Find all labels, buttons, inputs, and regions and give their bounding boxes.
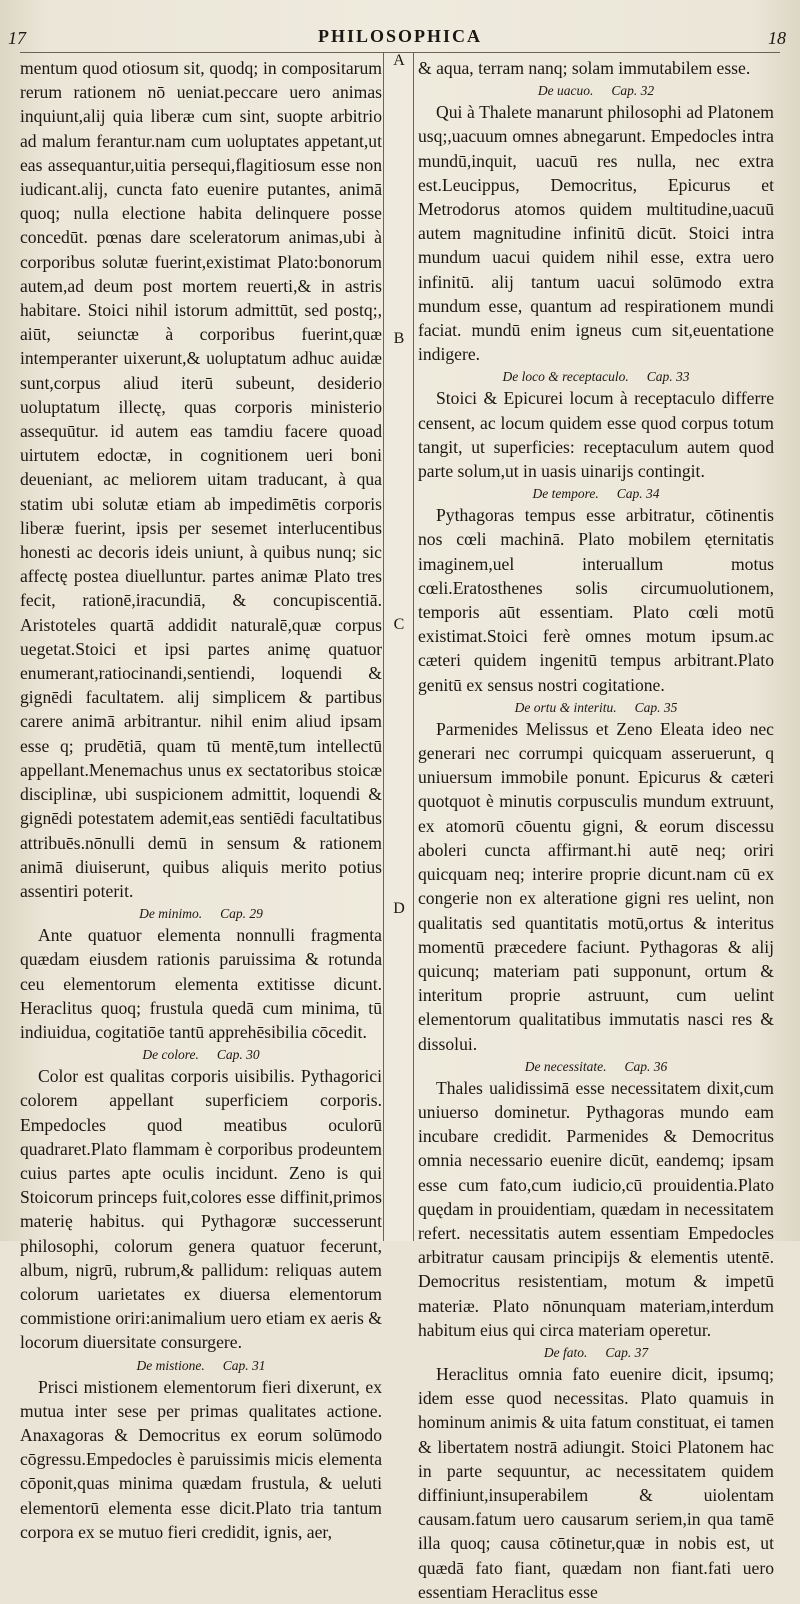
chapter-title: De minimo. — [139, 906, 203, 922]
running-head: PHILOSOPHICA — [317, 26, 483, 46]
chapter-number: Cap. 30 — [216, 1047, 260, 1063]
chapter-heading — [418, 485, 774, 503]
left-column — [20, 56, 382, 1542]
chapter-number: Cap. 33 — [646, 369, 690, 385]
chapter-heading — [418, 1344, 774, 1362]
chapter-heading — [418, 699, 774, 717]
chapter-title: De ortu & interitu. — [514, 699, 617, 715]
gutter-rule-left — [383, 52, 384, 1241]
chapter-heading — [20, 1046, 382, 1064]
chapter-heading — [20, 905, 382, 923]
paragraph: & aqua, terram nanq; solam immutabilem esse. — [418, 58, 751, 78]
paragraph: Qui à Thalete manarunt philosophi ad Platonem usq;,uacuum omnes abnegarunt. Empedocles intra mundū,inquit, uacuū res nulla, nec extra est.Leucippus, Democritus, Epicurus et Metrodorus atomos quidem multitudine,uacuū autem magnitudine infinitū dicūt. Stoici intra mundum uacui quidem nihil esse, extra uero infinitū. alij tantum uacui solūmodo extra mundum esse, quantum ad respirationem mundi faciat. mundū enim igneus cum sit,euentatione indigere. — [418, 102, 774, 365]
paragraph: Color est qualitas corporis uisibilis. Pythagorici colorem appellant superficiem corporis. Empedocles quod meatibus oculorū quadraret.Plato flammam è corporibus prodeuntem cuius partes apte oculis incidunt. Zeno is qui Stoicorum princeps fuit,colores esse diffinit,primos materię habitus. qui Pythagoræ successerunt philosophi, colorum genera quatuor fecerunt, album, nigrū, rubrum,& pallidum: reliquas autem colorum uarietates ex diuersa elementorum commistione oriri:animalium uero etiam ex aeris & locorum diuersitate consurgere. — [20, 1066, 382, 1353]
chapter-title: De loco & receptaculo. — [502, 369, 629, 385]
paragraph: Pythagoras tempus esse arbitratur, cōtinentis nos cœli machinā. Plato mobilem ęternitatis imaginem,uel interuallum motus cœli.Eratosthenes solis circumuolutionem, temporis aūt essentiam. Plato cœli motū existimat.Stoici ferè omnes motum ipsum.ac cæteri quidem ingenitū tempus arbitrant.Plato genitū ex sensus nostri cogitatione. — [418, 505, 774, 695]
chapter-title: De necessitate. — [524, 1058, 607, 1074]
chapter-heading — [418, 1058, 774, 1076]
paragraph: Stoici & Epicurei locum à receptaculo differre censent, ac locum quidem esse quod corpus totum tangit, ut superficies: receptaculum autem quod parte solum,ut in uasis uinarijs contingit. — [418, 388, 774, 482]
margin-letter-b: B — [393, 330, 405, 347]
chapter-number: Cap. 35 — [634, 699, 678, 715]
chapter-title: De tempore. — [532, 486, 599, 502]
paragraph: Thales ualidissimā esse necessitatem dixit,cum uniuerso dominetur. Pythagoras mundo eam incubare credidit. Parmenides & Democritus omnia necessario euenire dicūt, eandemq; ipsam esse cum fato,cum iudicio,cū prouidentia.Plato quędam in prouidentiam, quædam in necessitatem refert. necessitatis autem essentiam Empedocles arbitratur causam principijs & elementis utentē. Democritus resistentiam, motum & impetū materiæ. Plato nōnunquam materiam,interdum habitum eius qui circa materiam operetur. — [418, 1077, 774, 1340]
page-number-left: 17 — [8, 28, 26, 48]
chapter-title: De fato. — [543, 1344, 588, 1360]
paragraph: mentum quod otiosum sit, quodq; in compositarum rerum rationem nō ueniat.peccare uero animas inquiunt,alij quia liberæ cum sint, suopte arbitrio ad malum ferantur.nam cum uoluptates appetant,ut eas assequantur,uitia persequi,flagitiosum esse non iudicant.alij, cuncta fato euenire putantes, animā quoq; nulla electione habita delinquere posse concedūt. pœnas dare sceleratorum animas,ubi à corporibus solutæ fuerint,existimat Plato:bonorum autem,ad deum post mortem reuerti,& in astris habitare. Stoici nihil istorum admittūt, sed postq;, aiūt, seiunctæ à corporibus fuerint,quæ intemperanter uixerunt,& uoluptatum adhuc auidæ sunt,corpus aliud iterū subeunt, desiderio uoluptatum illectę, quas corporis ministerio assequūtur. id autem eas tamdiu facere quoad uirtutem edoctæ, in cognitionem ueri boni deueniant, ac meliorem uitam traducant, à qua statim ubi solutæ etiam ab impedimētis corporis liberæ fuerint, ipsis per sesemet interlucentibus honesti ac decoris ideis uniunt, à quibus nunq; sic affectę postea diuelluntur. partes animæ Plato tres fecit, rationē,iracundiā, & concupiscentiā. Aristoteles quartā addidit naturalē,quæ corpus uegetat.Stoici et ipsi partes animę quatuor enumerant,ratiocinandi,sentiendi, loquendi & gignēdi facultatem. alij simplicem & partibus carere animā arbitrantur. nihil enim aliud ipsam esse q; prudētiā, quam tū mentē,tum intellectū appellant.Menemachus unus ex sectatoribus stoicæ disciplinæ, ubi suspicionem admittit, loquendi & gignēdi potestatem ademit,eas sentiēdi facultatibus attribuēs.nōnulli demū in sensum & rationem animā diuiserunt, quibus aliquis merito potius assentiri poterit. — [20, 58, 382, 901]
chapter-number: Cap. 36 — [624, 1058, 668, 1074]
chapter-number: Cap. 34 — [616, 486, 660, 502]
paragraph: Prisci mistionem elementorum fieri dixerunt, ex mutua inter sese per primas qualitates actione. Anaxagoras & Democritus ex eorum solūmodo cōgressu.Empedocles è paruissimis micis elementa cōponit,quas minima quædam frustula, & ueluti elementorū elementa esse dicit.Plato tria tantum corpora ex se mutuo fieri credidit, ignis, aer, — [20, 1376, 382, 1542]
margin-letter-c: C — [393, 616, 405, 633]
chapter-title: De uacuo. — [537, 83, 594, 99]
chapter-heading — [20, 1357, 382, 1375]
right-column — [418, 56, 774, 1602]
paragraph: Parmenides Melissus et Zeno Eleata ideo nec generari nec corrumpi quicquam asseruerunt, q uniuersum immobile ponunt. Epicurus & cæteri quotquot è minutis corpusculis mundum extruunt, ex atomorū cōuentu gigni, & eorum discessu aboleri cuncta affirmant.hi autē neq; oriri quicquam neq; interire proprie dicunt.nam cū ex congerie non ex alteratione gigni res uelint, non qualitatis sed quantitatis motū,ortus & interitus momentū præcedere faciunt. Pythagoras & alij quicunq; materiam pati supponunt, ortum & interitum proprie astruunt, cum uelint elementorum qualitatibus immutatis nasci res & dissolui. — [418, 718, 774, 1054]
paragraph: Ante quatuor elementa nonnulli fragmenta quædam eiusdem rationis paruissima & rotunda ceu elementorum elementa extitisse dicunt. Heraclitus quoq; frustula quedā cum minima, tū indiuidua, cogitatiōe tantū apprehēsibilia cōcedit. — [20, 925, 382, 1042]
margin-letter-a: A — [393, 52, 405, 69]
chapter-heading — [418, 82, 774, 100]
chapter-title: De mistione. — [136, 1357, 205, 1373]
margin-letter-d: D — [393, 900, 405, 917]
page-header — [0, 26, 800, 52]
chapter-heading — [418, 368, 774, 386]
chapter-number: Cap. 29 — [220, 906, 263, 922]
chapter-number: Cap. 31 — [222, 1357, 266, 1373]
chapter-title: De colore. — [142, 1047, 199, 1063]
chapter-number: Cap. 37 — [605, 1344, 649, 1360]
chapter-number: Cap. 32 — [611, 83, 655, 99]
gutter-rule-right — [413, 52, 414, 1241]
page-number-right: 18 — [768, 28, 786, 48]
paragraph: Heraclitus omnia fato euenire dicit, ipsumq; idem esse quod necessitas. Plato quamuis in hominum animis & uita fatum constituat, ei tamen & libertatem nostrā adiungit. Stoici Platonem hac in parte sequuntur, ac necessitatem quidem diffiniunt,insuperabilem & uiolentam causam.fatum uero causarum seriem,in qua tamē illa quoq; causa cōtinetur,quæ in nobis est, ut quædā fato fiant, quædam non fiant.fati uero essentiam Heraclitus esse — [418, 1363, 774, 1602]
